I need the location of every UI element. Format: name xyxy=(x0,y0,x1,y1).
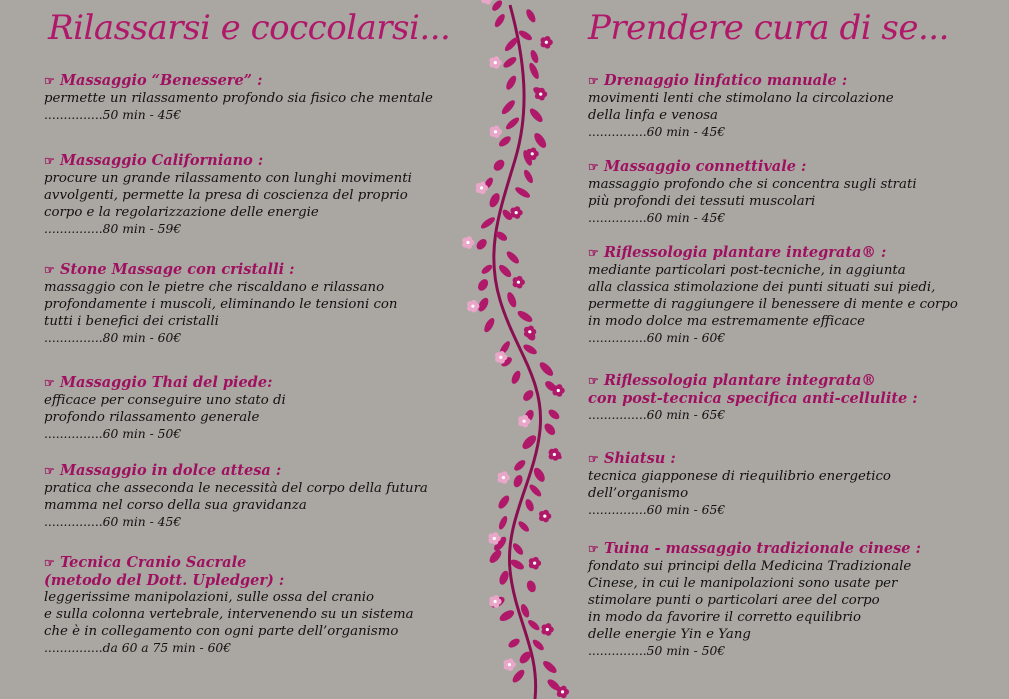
item-desc: pratica che asseconda le necessità del corpo della futura xyxy=(44,481,428,496)
vine-leaf xyxy=(512,458,527,472)
item-title: Drenaggio linfatico manuale : xyxy=(604,72,848,89)
item-title-cont: (metodo del Dott. Upledger) : xyxy=(44,572,285,589)
left-heading: Rilassarsi e coccolarsi... xyxy=(48,8,451,48)
hand-icon: ☞ xyxy=(588,74,599,88)
flower-center xyxy=(499,356,502,359)
hand-icon: ☞ xyxy=(44,376,55,390)
item-title: Riflessologia plantare integrata® : xyxy=(604,244,887,261)
vine-leaf xyxy=(497,515,509,531)
item-desc: leggerissime manipolazioni, sulle ossa del cranio xyxy=(44,590,375,605)
flower-center xyxy=(493,537,496,540)
item-desc: massaggio profondo che si concentra sugli strati xyxy=(588,177,917,192)
vine-leaf xyxy=(527,62,540,81)
vine-leaf xyxy=(538,360,556,378)
item-title: Shiatsu : xyxy=(604,450,676,467)
vine-leaf xyxy=(531,638,546,652)
item-desc: avvolgenti, permette la presa di coscienza del proprio xyxy=(44,188,408,203)
flower-center xyxy=(553,453,556,456)
item-desc: Cinese, in cui le manipolazioni sono usate per xyxy=(588,576,898,591)
vine-leaf xyxy=(522,342,539,356)
flower-center xyxy=(494,130,497,133)
hand-icon: ☞ xyxy=(588,246,599,260)
vine-leaf xyxy=(522,168,535,184)
vine-leaf xyxy=(525,579,537,593)
item-desc: e sulla colonna vertebrale, intervenendo su un sistema xyxy=(44,607,414,622)
menu-item xyxy=(588,72,998,141)
vine-leaf xyxy=(504,74,518,91)
item-price: ...............60 min - 65€ xyxy=(588,503,726,517)
item-desc: massaggio con le pietre che riscaldano e rilassano xyxy=(44,280,385,295)
item-title-cont: con post-tecnica specifica anti-cellulite : xyxy=(588,390,918,407)
item-desc: in modo da favorire il corretto equilibrio xyxy=(588,610,862,625)
vine-leaf xyxy=(487,192,501,209)
item-desc: che è in collegamento con ogni parte dell’organismo xyxy=(44,624,399,639)
vine-leaf xyxy=(502,55,518,70)
item-price: ...............da 60 a 75 min - 60€ xyxy=(44,641,232,655)
flower-center xyxy=(494,61,497,64)
flower-center xyxy=(528,330,531,333)
vine-leaf xyxy=(528,483,543,498)
hand-icon: ☞ xyxy=(44,154,55,168)
item-desc: tecnica giapponese di riequilibrio energetico xyxy=(588,469,891,484)
item-price: ...............50 min - 50€ xyxy=(588,644,726,658)
vine-leaf xyxy=(496,494,511,511)
hand-icon: ☞ xyxy=(44,74,55,88)
vine-leaf xyxy=(497,263,513,279)
vine-leaf xyxy=(521,388,535,403)
item-title: Riflessologia plantare integrata® xyxy=(604,372,876,389)
menu-item xyxy=(44,72,494,124)
vine-leaf xyxy=(482,316,496,333)
flower-center xyxy=(494,600,497,603)
flower-center xyxy=(543,515,546,518)
vine-leaf xyxy=(512,474,524,489)
item-title: Massaggio in dolce attesa : xyxy=(60,462,282,479)
flower-center xyxy=(557,389,560,392)
flower-center xyxy=(515,211,518,214)
hand-icon: ☞ xyxy=(44,556,55,570)
item-desc: della linfa e venosa xyxy=(588,108,718,123)
menu-item xyxy=(44,261,494,347)
item-desc: permette un rilassamento profondo sia fisico che mentale xyxy=(44,91,433,106)
vine-leaf xyxy=(516,309,534,324)
flower-center xyxy=(508,663,511,666)
vine-leaf xyxy=(517,29,533,42)
flower-center xyxy=(523,420,526,423)
vine-leaf xyxy=(475,237,489,251)
menu-item xyxy=(44,462,494,531)
vine-leaf xyxy=(504,116,521,132)
item-title: Massaggio Californiano : xyxy=(60,152,264,169)
item-desc: mediante particolari post-tecniche, in aggiunta xyxy=(588,263,906,278)
vine-leaf xyxy=(500,98,517,116)
menu-item xyxy=(588,372,998,424)
item-desc: delle energie Yin e Yang xyxy=(588,627,751,642)
item-desc: più profondi dei tessuti muscolari xyxy=(588,194,816,209)
vine-leaf xyxy=(479,215,496,230)
vine-leaf xyxy=(505,291,518,309)
flower-center xyxy=(546,628,549,631)
vine-leaf xyxy=(490,0,504,13)
menu-item xyxy=(44,152,494,238)
hand-icon: ☞ xyxy=(588,542,599,556)
flower-center xyxy=(531,152,534,155)
vine-leaf xyxy=(507,637,521,650)
item-desc: profondamente i muscoli, eliminando le tensioni con xyxy=(44,297,398,312)
item-title: Tuina - massaggio tradizionale cinese : xyxy=(604,540,921,557)
vine-leaf xyxy=(529,49,540,64)
menu-item xyxy=(44,554,494,657)
hand-icon: ☞ xyxy=(44,464,55,478)
item-desc: profondo rilassamento generale xyxy=(44,410,260,425)
item-desc: efficace per conseguire uno stato di xyxy=(44,393,286,408)
vine-leaf xyxy=(517,520,531,534)
flower-center xyxy=(533,562,536,565)
menu-item xyxy=(588,244,998,347)
item-price: ...............80 min - 59€ xyxy=(44,222,182,236)
item-price: ...............60 min - 45€ xyxy=(44,515,182,529)
vine-leaf xyxy=(547,408,561,422)
vine-leaf xyxy=(511,668,527,685)
flower-center xyxy=(545,41,548,44)
vine-leaf xyxy=(510,369,522,385)
item-title: Massaggio connettivale : xyxy=(604,158,807,175)
vine-leaf xyxy=(497,134,512,148)
vine-leaf xyxy=(503,36,520,53)
vine-leaf xyxy=(498,608,516,623)
vine-leaf xyxy=(511,542,525,557)
item-desc: mamma nel corso della sua gravidanza xyxy=(44,498,307,513)
flower-center xyxy=(480,186,483,189)
vine-leaf xyxy=(476,277,490,292)
hand-icon: ☞ xyxy=(588,452,599,466)
vine-leaf xyxy=(526,618,541,632)
hand-icon: ☞ xyxy=(588,160,599,174)
vine-leaf xyxy=(541,659,558,675)
vine-leaf xyxy=(505,249,521,265)
flower-center xyxy=(517,281,520,284)
hand-icon: ☞ xyxy=(588,374,599,388)
item-desc: in modo dolce ma estremamente efficace xyxy=(588,314,865,329)
item-desc: procure un grande rilassamento con lunghi movimenti xyxy=(44,171,412,186)
menu-item xyxy=(588,158,998,227)
item-desc: movimenti lenti che stimolano la circolazione xyxy=(588,91,894,106)
item-desc: fondato sui principi della Medicina Tradizionale xyxy=(588,559,912,574)
menu-item xyxy=(588,450,998,519)
flower-vine-decoration xyxy=(455,0,575,699)
item-desc: stimolare punti o particolari aree del corpo xyxy=(588,593,880,608)
menu-item xyxy=(588,540,998,660)
vine-leaf xyxy=(532,131,548,150)
item-title: Tecnica Cranio Sacrale xyxy=(60,554,247,571)
vine-leaf xyxy=(480,263,494,276)
vine-leaf xyxy=(498,569,511,586)
item-price: ...............80 min - 60€ xyxy=(44,331,182,345)
item-price: ...............60 min - 45€ xyxy=(588,211,726,225)
item-desc: dell’organismo xyxy=(588,486,689,501)
item-price: ...............60 min - 45€ xyxy=(588,125,726,139)
item-desc: corpo e la regolarizzazione delle energie xyxy=(44,205,319,220)
item-title: Stone Massage con cristalli : xyxy=(60,261,295,278)
vine-leaf xyxy=(524,8,537,24)
menu-item xyxy=(44,374,494,443)
flower-center xyxy=(561,690,564,693)
vine-leaf xyxy=(493,12,507,28)
vine-leaf xyxy=(514,185,532,199)
item-price: ...............60 min - 65€ xyxy=(588,408,726,422)
vine-leaf xyxy=(528,107,545,125)
flower-center xyxy=(502,476,505,479)
item-desc: alla classica stimolazione dei punti situati sui piedi, xyxy=(588,280,936,295)
vine-leaf xyxy=(524,498,536,513)
right-heading: Prendere cura di se... xyxy=(588,8,949,48)
item-title: Massaggio “Benessere” : xyxy=(60,72,263,89)
vine-leaf xyxy=(532,466,547,484)
vine-leaf xyxy=(542,421,557,437)
item-price: ...............50 min - 45€ xyxy=(44,108,182,122)
flower-center xyxy=(471,305,474,308)
item-price: ...............60 min - 50€ xyxy=(44,427,182,441)
flower-center xyxy=(539,93,542,96)
vine-leaf xyxy=(492,158,507,173)
item-desc: tutti i benefici dei cristalli xyxy=(44,314,219,329)
item-desc: permette di raggiungere il benessere di mente e corpo xyxy=(588,297,958,312)
item-price: ...............60 min - 60€ xyxy=(588,331,726,345)
hand-icon: ☞ xyxy=(44,263,55,277)
flower-center xyxy=(466,241,469,244)
item-title: Massaggio Thai del piede: xyxy=(60,374,273,391)
